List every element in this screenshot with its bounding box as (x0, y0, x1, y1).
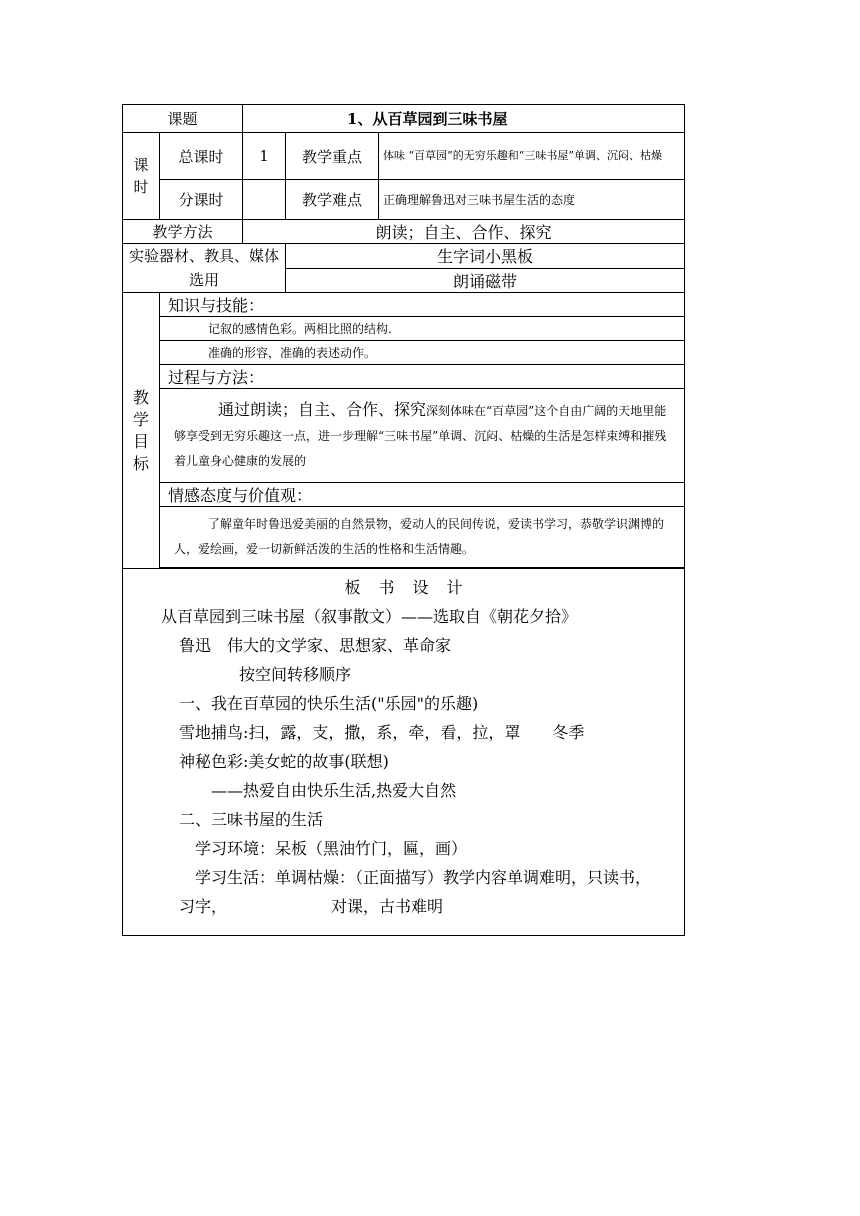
board-line: 一、我在百草园的快乐生活("乐园"的乐趣) (179, 694, 479, 713)
objectives-label-text: 教学目标 (132, 387, 149, 473)
equipment-item: 朗诵磁带 (286, 268, 685, 293)
board-line: 学习生活：单调枯燥：（正面描写）教学内容单调难明，只读书， (195, 868, 652, 887)
subject-row (123, 105, 685, 133)
lesson-plan-sheet (122, 104, 684, 936)
knowledge-item: 记叙的感情色彩。两相比照的结构. (160, 317, 685, 341)
hours-label-text: 课时 (133, 156, 149, 196)
board-line: 从百草园到三味书屋（叙事散文）——选取自《朝花夕拾》 (161, 607, 578, 626)
knowledge-heading-row (123, 293, 685, 317)
knowledge-item: 准确的形容，准确的表述动作。 (160, 341, 685, 365)
total-hours-label: 总课时 (160, 133, 243, 180)
process-paragraph (160, 389, 685, 483)
difficulty-text: 正确理解鲁迅对三味书屋生活的态度 (379, 180, 685, 220)
emotion-text: 了解童年时鲁迅爱美丽的自然景物，爱动人的民间传说，爱读书学习，恭敬学识渊博的人，爱绘画，爱一切新鲜活泼的生活的性格和生活情趣。 (174, 517, 665, 556)
board-design (123, 569, 685, 936)
process-text: 深刻体味在“百草园”这个自由广阔的天地里能够享受到无穷乐趣这一点，进一步理解“三味书屋”单调、沉闷、枯燥的生活是怎样束缚和摧残着儿童身心健康的发展的 (174, 404, 667, 468)
subject-label: 课题 (123, 105, 243, 133)
emotion-paragraph (160, 507, 685, 568)
board-heading: 板书设计 (344, 578, 481, 597)
knowledge-item-row (123, 317, 685, 341)
hours-label (123, 133, 160, 220)
board-line: 鲁迅 伟大的文学家、思想家、革命家 (179, 636, 452, 655)
equipment-row-1 (123, 244, 685, 269)
total-hours-value: 1 (243, 133, 286, 180)
equipment-item: 生字词小黑板 (286, 244, 685, 269)
lesson-plan-table (122, 104, 685, 936)
equipment-label (123, 244, 286, 293)
process-heading-row (123, 365, 685, 389)
board-line: 神秘色彩:美女蛇的故事(联想) (179, 752, 389, 771)
board-line: 二、三味书屋的生活 (179, 810, 324, 829)
emotion-label: 情感态度与价值观： (160, 483, 685, 507)
board-line: 学习环境：呆板（黑油竹门，匾，画） (195, 839, 468, 858)
method-value: 朗读；自主、合作、探究 (243, 220, 685, 244)
sub-hours-value (243, 180, 286, 220)
emotion-heading-row (123, 483, 685, 507)
equipment-label-text: 实验器材、教具、媒体选用 (129, 247, 280, 289)
board-line: ——热爱自由快乐生活,热爱大自然 (211, 781, 457, 800)
board-line: 习字， 对课，古书难明 (179, 897, 444, 916)
process-lead: 通过朗读；自主、合作、探究 (218, 400, 427, 419)
method-label: 教学方法 (123, 220, 243, 244)
board-line: 按空间转移顺序 (239, 665, 352, 684)
sub-hours-row (123, 180, 685, 220)
knowledge-item-row (123, 341, 685, 365)
subject-title: 1、从百草园到三味书屋 (243, 105, 685, 133)
sub-hours-label: 分课时 (160, 180, 243, 220)
method-row (123, 220, 685, 244)
knowledge-label: 知识与技能： (160, 293, 685, 317)
board-line: 雪地捕鸟:扫，露，支，撒，系，牵，看，拉，罩 冬季 (179, 723, 585, 742)
key-point-label: 教学重点 (286, 133, 379, 180)
difficulty-label: 教学难点 (286, 180, 379, 220)
total-hours-row (123, 133, 685, 180)
process-label: 过程与方法： (160, 365, 685, 389)
board-row (123, 569, 685, 936)
emotion-text-row (123, 507, 685, 568)
key-point-text: 体味 “百草园”的无穷乐趣和“三味书屋”单调、沉闷、枯燥 (379, 133, 685, 180)
objectives-label (123, 293, 160, 569)
process-text-row (123, 389, 685, 483)
